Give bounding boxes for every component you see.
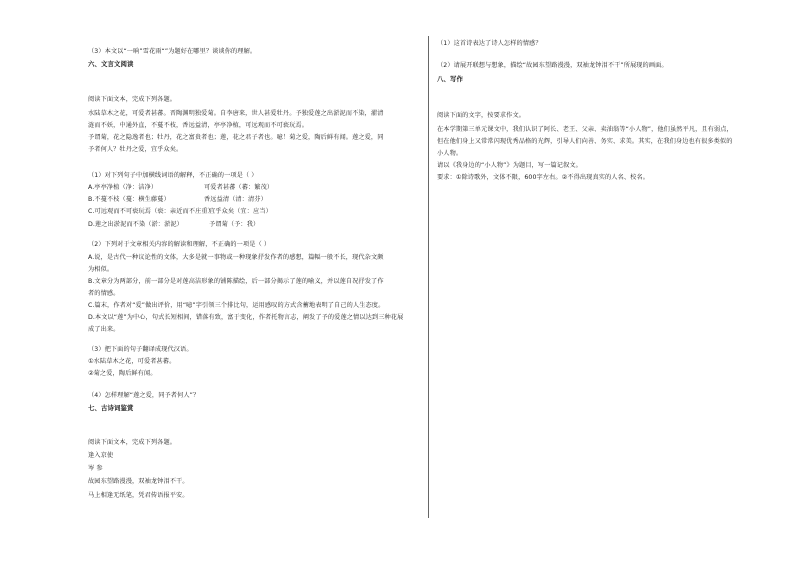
q1-option-c-right: 宜乎众矣（宜：应当） (209, 208, 272, 215)
reading-instruction: 阅读下面文本，完成下列各题。 (88, 96, 177, 103)
q2-line-5: C.篇末，作者对“爱”做出评价，用“噫”字引领三个排比句，运用感叹的方式含蓄地表明了自己的人生态度。 (88, 302, 385, 309)
passage-line-4: 予者何人？牡丹之爱，宜乎众矣。 (88, 146, 183, 153)
poem-question-1: （1）这首诗表达了诗人怎样的情感？ (437, 40, 542, 47)
q2-line-3: B.文章分为两部分，前一部分是对莲高洁形象的铺陈描绘，后一部分揭示了莲的喻义，并以莲自况抒发了作 (88, 278, 384, 285)
q2-line-1: A.说，是古代一种议论性的文体，大多是就一事物或一种现象抒发作者的感想，篇幅一般不长，现代杂文颇 (88, 254, 384, 261)
q1-option-b-left: B.不蔓不枝（蔓：横生藤蔓） (88, 196, 170, 203)
section-6-heading: 六、文言文阅读 (88, 60, 134, 68)
q1-option-a-right: 可爱者甚蕃（蕃：繁茂） (204, 184, 274, 191)
translate-item-1: ①水陆草木之花，可爱者甚蕃。 (88, 358, 176, 365)
poem-instruction: 阅读下面文本，完成下列各题。 (88, 439, 177, 446)
poem-title: 逢入京使 (88, 452, 114, 459)
writing-para-line-1: 在本学期第三单元课文中，我们认识了阿长、老王、父亲、卖油翁等“小人物”，他们虽然平凡，且有弱点， (437, 126, 733, 133)
passage-line-3: 予谓菊，花之隐逸者也；牡丹，花之富贵者也；莲，花之君子者也。噫！菊之爱，陶后鲜有闻。莲之爱，同 (88, 134, 384, 141)
question-3b-text: （3）把下面的句子翻译成现代汉语。 (88, 346, 193, 353)
writing-para-line-3: 小人物。 (437, 150, 463, 157)
poem-line-1: 故园东望路漫漫，双袖龙钟泪不干。 (88, 478, 189, 485)
question-2-text: （2）下列对于文章相关内容的解读和理解，不正确的一项是（ ） (88, 241, 271, 248)
q1-option-a-left: A.亭亭净植（净：洁净） (88, 184, 158, 191)
q2-line-7: 成了出来。 (88, 326, 120, 333)
q1-option-b-right: 香远益清（清：清芬） (204, 196, 267, 203)
question-4-text: （4）怎样理解“莲之爱，同予者何人”？ (88, 392, 200, 399)
passage-line-2: 涟而不妖，中通外直，不蔓不枝，香远益清，亭亭净植，可远观而不可亵玩焉。 (88, 122, 309, 129)
poem-author: 岑 参 (88, 465, 103, 472)
section-7-heading: 七、古诗词鉴赏 (88, 404, 134, 412)
q2-line-2: 为相似。 (88, 266, 114, 273)
q1-option-d-left: D.莲之出淤泥而不染（淤：淤泥） (88, 221, 183, 228)
q2-line-4: 者的情感。 (88, 290, 120, 297)
writing-para-line-2: 但在他们身上又常常闪现优秀品格的光辉，引导人们向善、务实、求美。其实，在我们身边也有很多类似的 (437, 138, 733, 145)
q2-line-6: D.本文以“莲”为中心，句式长短相间，错落有致，富于变化，作者托物言志，阐发了予的爱莲之情以达到三种花展 (88, 314, 404, 321)
poem-question-2: （2）请展开联想与想象，描绘“故园东望路漫漫，双袖龙钟泪不干”所展现的画面。 (437, 62, 668, 69)
question-3-text: （3）本文以“一晌”雪花雨“”为题好在哪里？谈谈你的理解。 (88, 48, 257, 55)
q1-option-c-left: C.可远观而不可亵玩焉（亵：亲近而不庄重） (88, 208, 214, 215)
question-1-text: （1）对下列句子中加横线词语的解释，不正确的一项是（ ） (88, 172, 258, 179)
translate-item-2: ②菊之爱，陶后鲜有闻。 (88, 370, 157, 377)
passage-line-1: 水陆草木之花，可爱者甚蕃。晋陶渊明独爱菊。自李唐来，世人甚爱牡丹。予独爱莲之出淤泥而不染，濯清 (88, 110, 384, 117)
writing-task: 请以《我身边的“小人物”》为题目，写一篇记叙文。 (437, 162, 582, 169)
column-divider (428, 36, 429, 518)
writing-requirements: 要求：①除诗歌外，文体不限，600字左右。②不得出现真实的人名、校名。 (437, 174, 650, 181)
writing-instruction: 阅读下面的文字，按要求作文。 (437, 112, 526, 119)
q1-option-d-right: 予谓菊（予：我） (209, 221, 260, 228)
poem-line-2: 马上相逢无纸笔，凭君传语报平安。 (88, 492, 189, 499)
section-8-heading: 八、写作 (437, 75, 463, 83)
